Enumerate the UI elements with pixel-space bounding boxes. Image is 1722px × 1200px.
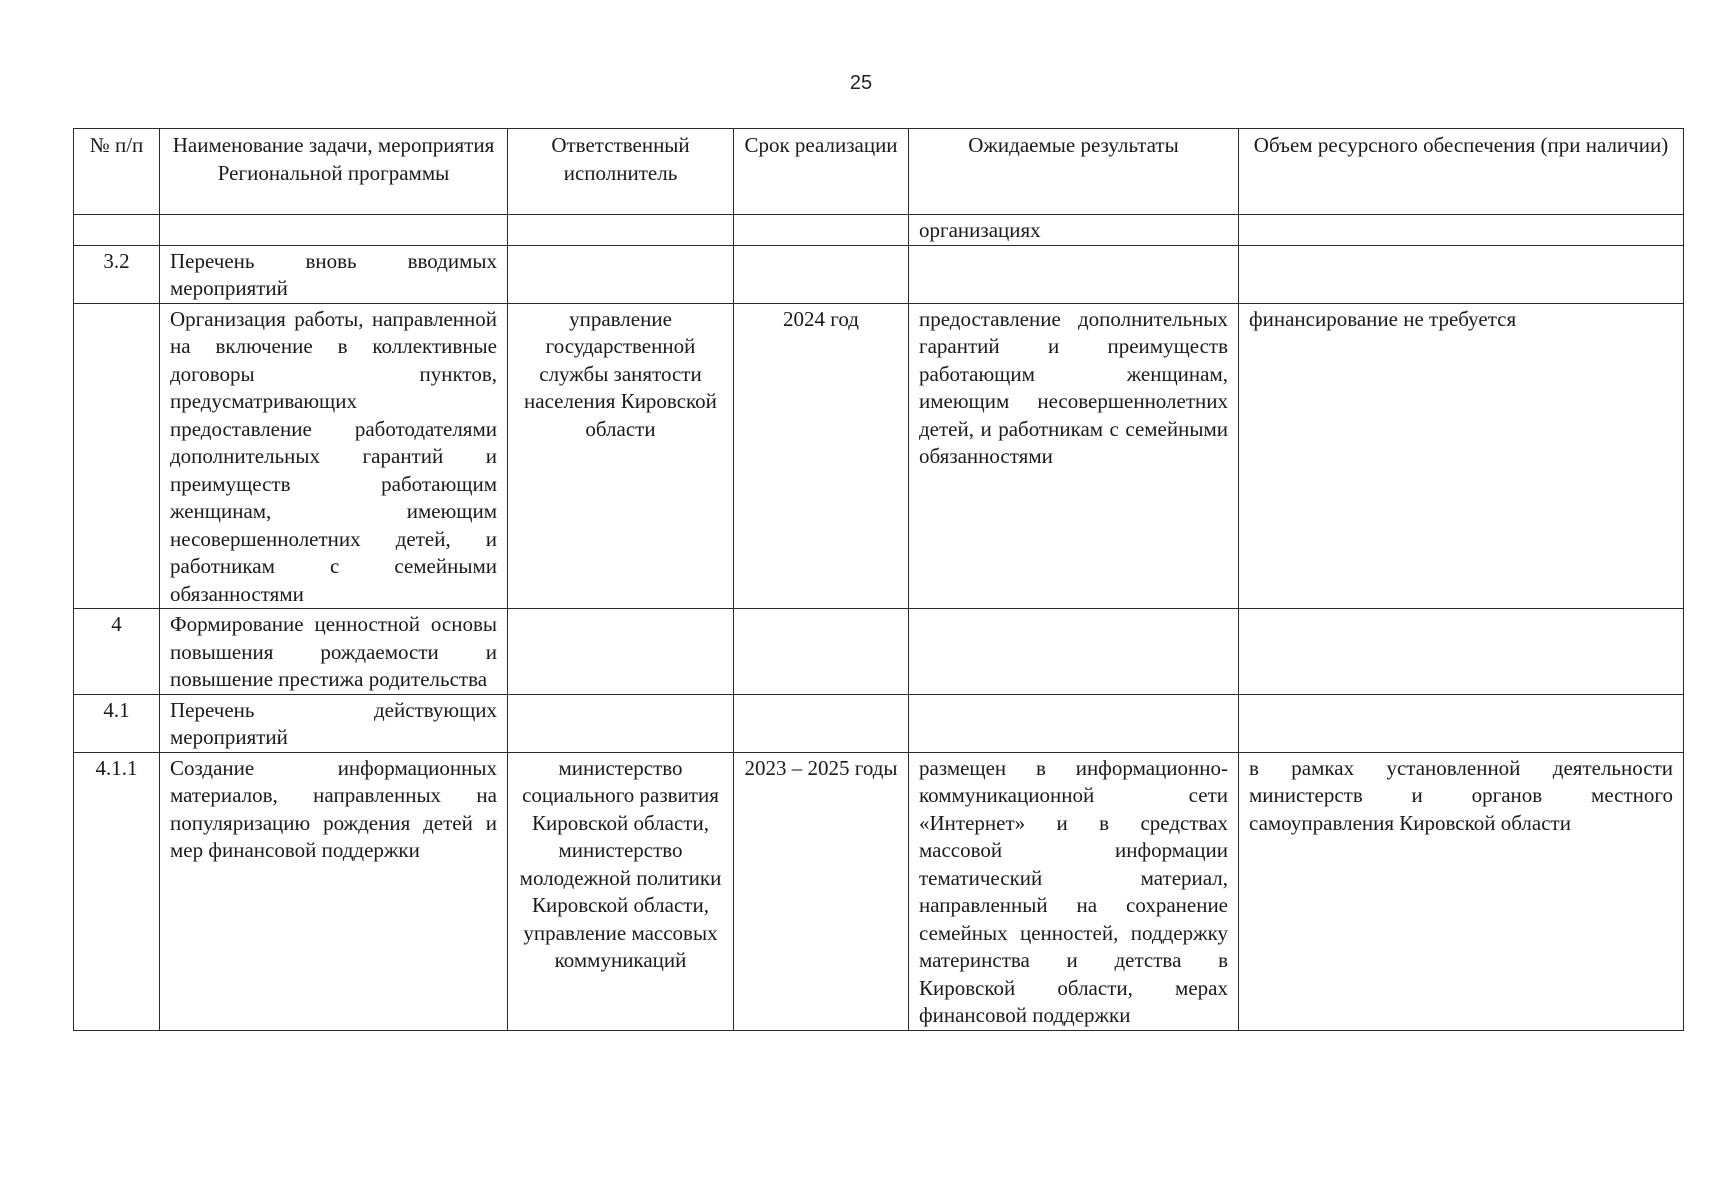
- cell-results: [909, 694, 1239, 752]
- cell-funding: [1239, 609, 1684, 695]
- table-row: [74, 694, 1684, 752]
- cell-name: Создание информационных материалов, направленных на популяризацию рождения детей и мер финансовой поддержки: [160, 752, 508, 1030]
- cell-executor: [508, 609, 734, 695]
- cell-results: [909, 245, 1239, 303]
- table-row: [74, 215, 1684, 246]
- cell-num: 4.1: [74, 694, 160, 752]
- cell-name: Формирование ценностной основы повышения рождаемости и повышение престижа родительства: [160, 609, 508, 695]
- cell-funding: [1239, 245, 1684, 303]
- cell-executor: [508, 245, 734, 303]
- header-name: Наименование задачи, мероприятия Региональной программы: [160, 129, 508, 215]
- header-funding: Объем ресурсного обеспечения (при наличии): [1239, 129, 1684, 215]
- cell-executor: [508, 215, 734, 246]
- cell-term: [734, 609, 909, 695]
- cell-executor: управление государственной службы занятости населения Кировской области: [508, 303, 734, 609]
- cell-num: 4.1.1: [74, 752, 160, 1030]
- cell-term: [734, 694, 909, 752]
- cell-term: 2023 – 2025 годы: [734, 752, 909, 1030]
- table-row: [74, 752, 1684, 1030]
- program-measures-table: [73, 128, 1684, 1031]
- cell-term: 2024 год: [734, 303, 909, 609]
- cell-name: Перечень действующих мероприятий: [160, 694, 508, 752]
- table-row: [74, 303, 1684, 609]
- table-header-row: [74, 129, 1684, 215]
- cell-num: [74, 215, 160, 246]
- cell-results: размещен в информационно-коммуникационной сети «Интернет» и в средствах массовой информации тематический материал, направленный на сохранение семейных ценностей, поддержку материнства и детства в Кировской области, мерах финансовой поддержки: [909, 752, 1239, 1030]
- cell-funding: [1239, 694, 1684, 752]
- cell-funding: [1239, 215, 1684, 246]
- cell-name: Перечень вновь вводимых мероприятий: [160, 245, 508, 303]
- cell-term: [734, 245, 909, 303]
- table-row: [74, 245, 1684, 303]
- table-row: [74, 609, 1684, 695]
- cell-results: предоставление дополнительных гарантий и преимуществ работающим женщинам, имеющим несовершеннолетних детей, и работникам с семейными обязанностями: [909, 303, 1239, 609]
- cell-executor: министерство социального развития Кировской области, министерство молодежной политики Кировской области, управление массовых коммуникаций: [508, 752, 734, 1030]
- header-results: Ожидаемые результаты: [909, 129, 1239, 215]
- cell-name: Организация работы, направленной на включение в коллективные договоры пунктов, предусматривающих предоставление работодателями дополнительных гарантий и преимуществ работающим женщинам, имеющим несовершеннолетних детей, и работникам с семейными обязанностями: [160, 303, 508, 609]
- cell-funding: в рамках установленной деятельности министерств и органов местного самоуправления Кировской области: [1239, 752, 1684, 1030]
- header-executor: Ответственный исполнитель: [508, 129, 734, 215]
- cell-results: [909, 609, 1239, 695]
- cell-name: [160, 215, 508, 246]
- header-num: № п/п: [74, 129, 160, 215]
- cell-funding: финансирование не требуется: [1239, 303, 1684, 609]
- header-term: Срок реализации: [734, 129, 909, 215]
- page-number: 25: [849, 72, 873, 94]
- cell-term: [734, 215, 909, 246]
- cell-num: [74, 303, 160, 609]
- cell-executor: [508, 694, 734, 752]
- cell-results: организациях: [909, 215, 1239, 246]
- cell-num: 4: [74, 609, 160, 695]
- cell-num: 3.2: [74, 245, 160, 303]
